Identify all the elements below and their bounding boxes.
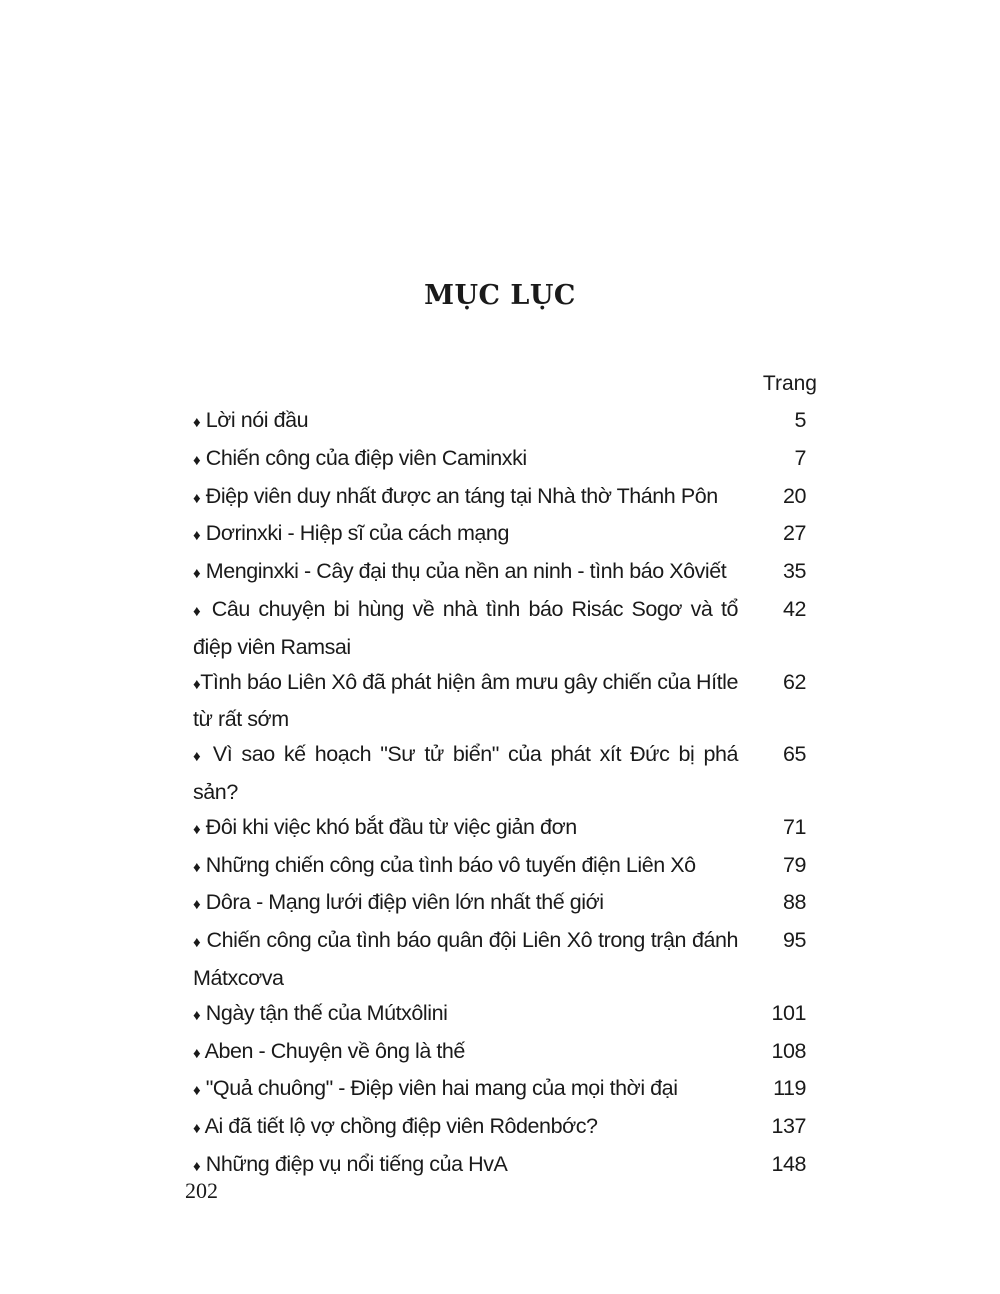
bullet-diamond-icon: ♦ — [193, 1082, 201, 1100]
toc-entry-text: Ngày tận thế của Mútxôlini — [205, 1000, 448, 1025]
toc-entry-title — [193, 554, 738, 592]
toc-entry — [193, 848, 806, 886]
toc-entry-page: 119 — [773, 1076, 806, 1101]
bullet-diamond-icon: ♦ — [193, 675, 201, 693]
toc-entry-title — [193, 737, 738, 810]
toc-entry-page: 148 — [771, 1151, 806, 1176]
page-column-label: Trang — [762, 372, 817, 395]
toc-entry-text: Đôi khi việc khó bắt đầu từ việc giản đơn — [205, 814, 577, 839]
toc-entry-title — [193, 885, 738, 923]
toc-entry-page: 71 — [782, 814, 806, 839]
toc-entry — [193, 885, 806, 923]
toc-entry-text: Tình báo Liên Xô đã phát hiện âm mưu gây chiến của Hítle từ rất sớm — [193, 669, 739, 732]
bullet-diamond-icon: ♦ — [193, 565, 201, 583]
toc-entry-page: 27 — [782, 521, 806, 546]
toc-entry — [193, 923, 806, 996]
toc-entry — [193, 737, 806, 810]
toc-entry — [193, 1147, 806, 1185]
page-number: 202 — [185, 1178, 218, 1203]
bullet-diamond-icon: ♦ — [193, 489, 201, 507]
toc-entry — [193, 592, 806, 665]
toc-entry-title — [193, 516, 738, 554]
toc-entry-page: 65 — [782, 742, 806, 767]
toc-entry-text: Vì sao kế hoạch "Sư tử biển" của phát xít Đức bị phá sản? — [193, 742, 738, 804]
toc-entry — [193, 554, 806, 592]
bullet-diamond-icon: ♦ — [193, 414, 201, 431]
bullet-diamond-icon: ♦ — [193, 748, 204, 766]
toc-entry-title — [193, 996, 738, 1034]
toc-entry — [193, 1071, 806, 1109]
toc-entry-text: Những chiến công của tình báo vô tuyến điện Liên Xô — [205, 852, 696, 877]
toc-entry-title — [193, 810, 738, 848]
toc-entry-title — [193, 403, 738, 441]
toc-entry-page: 101 — [771, 1000, 806, 1025]
toc-entry-text: Menginxki - Cây đại thụ của nền an ninh - tình báo Xôviết — [205, 559, 727, 584]
toc-entry-text: Chiến công của điệp viên Caminxki — [205, 445, 527, 470]
toc-entry-text: Điệp viên duy nhất được an táng tại Nhà thờ Thánh Pôn — [205, 483, 718, 508]
toc-entry-page: 5 — [794, 408, 806, 432]
bullet-diamond-icon: ♦ — [193, 896, 201, 914]
toc-entry-text: Những điệp vụ nổi tiếng của HvA — [205, 1151, 508, 1176]
toc-entry-page: 42 — [782, 596, 806, 621]
toc-entry-page: 108 — [771, 1038, 806, 1063]
bullet-diamond-icon: ♦ — [193, 602, 204, 620]
toc-entry-title — [193, 1109, 738, 1147]
toc-entry-title — [193, 441, 738, 479]
toc-entry-page: 79 — [782, 852, 806, 877]
toc-entry-title — [193, 592, 738, 665]
toc-entry — [193, 479, 806, 517]
toc-entry-page: 20 — [782, 483, 806, 508]
toc-entry-text: Aben - Chuyện về ông là thế — [204, 1038, 465, 1063]
bullet-diamond-icon: ♦ — [193, 934, 201, 952]
toc-entry-title — [193, 1071, 738, 1109]
toc-entry — [193, 1109, 806, 1147]
toc-entry — [193, 665, 806, 738]
bullet-diamond-icon: ♦ — [193, 451, 201, 469]
toc-entry-title — [193, 1147, 738, 1185]
toc-entry — [193, 1034, 806, 1072]
toc-entry-page: 35 — [782, 559, 806, 584]
toc-entry-text: Câu chuyện bi hùng về nhà tình báo Risác Sogơ và tổ điệp viên Ramsai — [193, 596, 738, 659]
toc-entry-title — [193, 665, 738, 738]
bullet-diamond-icon: ♦ — [193, 858, 201, 876]
toc-entry — [193, 403, 806, 441]
toc-entry-title — [193, 923, 738, 996]
bullet-diamond-icon: ♦ — [193, 527, 201, 545]
toc-entry-page: 62 — [782, 669, 806, 694]
toc-entry-text: Chiến công của tình báo quân đội Liên Xô trong trận đánh Mátxcơva — [193, 928, 738, 990]
toc-entry — [193, 810, 806, 848]
page-title: MỤC LỤC — [424, 280, 576, 311]
toc-entry-text: Ai đã tiết lộ vợ chồng điệp viên Rôdenbớc? — [204, 1114, 598, 1139]
toc-entry-text: "Quả chuông" - Điệp viên hai mang của mọi thời đại — [205, 1076, 678, 1101]
bullet-diamond-icon: ♦ — [193, 1157, 201, 1175]
toc-entry-text: Lời nói đầu — [205, 408, 309, 432]
toc-entry-page: 95 — [782, 928, 806, 953]
bullet-diamond-icon: ♦ — [193, 1120, 201, 1138]
toc-entry — [193, 996, 806, 1034]
toc-entry — [193, 441, 806, 479]
toc-entry-title — [193, 848, 738, 886]
toc-entry-title — [193, 1034, 738, 1072]
toc-entry-title — [193, 479, 738, 517]
toc-entry-page: 7 — [794, 445, 806, 470]
toc-entry-page: 137 — [771, 1114, 806, 1139]
bullet-diamond-icon: ♦ — [193, 820, 201, 838]
table-of-contents — [193, 403, 806, 1185]
toc-entry — [193, 516, 806, 554]
toc-entry-page: 88 — [782, 890, 806, 915]
bullet-diamond-icon: ♦ — [193, 1044, 201, 1062]
toc-entry-text: Dôra - Mạng lưới điệp viên lớn nhất thế giới — [205, 890, 604, 915]
toc-entry-text: Dơrinxki - Hiệp sĩ của cách mạng — [205, 521, 509, 546]
bullet-diamond-icon: ♦ — [193, 1006, 201, 1024]
